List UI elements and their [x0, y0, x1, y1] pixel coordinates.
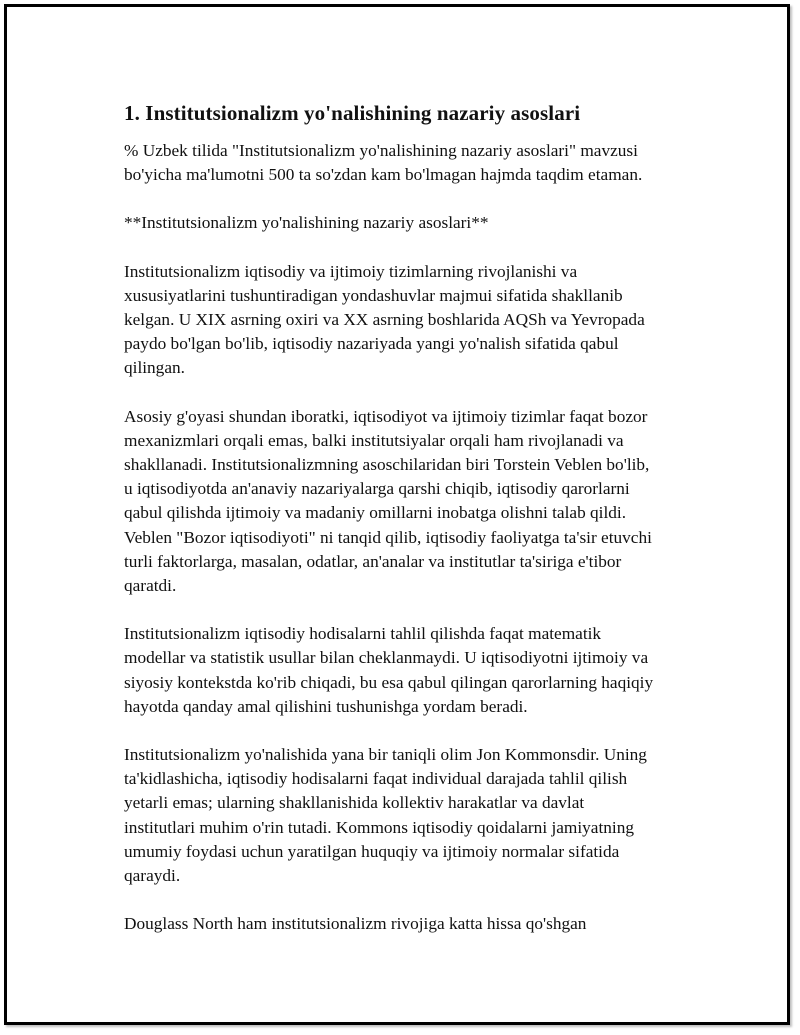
- paragraph-line: turli faktorlarga, masalan, odatlar, an'analar va institutlar ta'siriga e'tibor: [124, 551, 622, 571]
- paragraph-intro: [124, 139, 704, 187]
- paragraph-line: qaraydi.: [124, 866, 181, 886]
- paragraph-line: qilingan.: [124, 358, 185, 378]
- paragraph-line: u iqtisodiyotda an'anaviy nazariyalarga qarshi chiqib, iqtisodiy qarorlarni: [124, 479, 630, 499]
- paragraph-line: kelgan. U XIX asrning oxiri va XX asrning boshlarida AQSh va Yevropada: [124, 310, 645, 330]
- paragraph-north: [124, 912, 704, 936]
- paragraph-line: Institutsionalizm yo'nalishida yana bir taniqli olim Jon Kommonsdir. Uning: [124, 745, 647, 765]
- paragraph-line: hayotda qanday amal qilishini tushunishga yordam beradi.: [124, 696, 528, 716]
- document-title: 1. Institutsionalizm yo'nalishining nazariy asoslari: [124, 101, 581, 125]
- paragraph-line: yetarli emas; ularning shakllanishida kollektiv harakatlar va davlat: [124, 793, 585, 813]
- paragraph-line: Douglass North ham institutsionalizm rivojiga katta hissa qo'shgan: [124, 914, 587, 934]
- paragraph-analysis: [124, 622, 704, 719]
- paragraph-heading: [124, 211, 704, 235]
- paragraph-line: % Uzbek tilida "Institutsionalizm yo'nalishining nazariy asoslari" mavzusi: [124, 141, 638, 160]
- paragraph-line: qabul qilishda ijtimoiy va madaniy omillarni inobatga olishni talab qildi.: [124, 503, 627, 523]
- paragraph-line: siyosiy kontekstda ko'rib chiqadi, bu esa qabul qilingan qarorlarning haqiqiy: [124, 672, 654, 692]
- paragraph-line: bo'yicha ma'lumotni 500 ta so'zdan kam bo'lmagan hajmda taqdim etaman.: [124, 165, 643, 185]
- paragraph-commons: [124, 743, 704, 888]
- paragraph-line: shakllanadi. Institutsionalizmning asoschilaridan biri Torstein Veblen bo'lib,: [124, 455, 650, 475]
- paragraph-line: Institutsionalizm iqtisodiy va ijtimoiy tizimlarning rivojlanishi va: [124, 261, 578, 281]
- paragraph-line: mexanizmlari orqali emas, balki institutsiyalar orqali ham rivojlanadi va: [124, 430, 624, 450]
- paragraph-line: Asosiy g'oyasi shundan iboratki, iqtisodiyot va ijtimoiy tizimlar faqat bozor: [124, 406, 648, 426]
- paragraph-line: qaratdi.: [124, 576, 177, 596]
- paragraph-definition: [124, 260, 704, 381]
- paragraph-line: modellar va statistik usullar bilan cheklanmaydi. U iqtisodiyotni ijtimoiy va: [124, 648, 649, 668]
- paragraph-line: ta'kidlashicha, iqtisodiy hodisalarni faqat individual darajada tahlil qilish: [124, 769, 628, 789]
- paragraph-line: Institutsionalizm iqtisodiy hodisalarni tahlil qilishda faqat matematik: [124, 624, 602, 644]
- paragraph-line: umumiy foydasi uchun yaratilgan huquqiy va ijtimoiy normalar sifatida: [124, 841, 620, 861]
- paragraph-veblen: [124, 405, 704, 599]
- paragraph-line: Veblen "Bozor iqtisodiyoti" ni tanqid qilib, iqtisodiy faoliyatga ta'sir etuvchi: [124, 527, 652, 547]
- paragraph-line: institutlari muhim o'rin tutadi. Kommons iqtisodiy qoidalarni jamiyatning: [124, 817, 634, 837]
- paragraph-line: paydo bo'lgan bo'lib, iqtisodiy nazariyada yangi yo'nalish sifatida qabul: [124, 334, 619, 354]
- document-page: [4, 4, 790, 1025]
- paragraph-line: xususiyatlarini tushuntiradigan yondashuvlar majmui sifatida shakllanib: [124, 285, 623, 305]
- document-body: [124, 99, 704, 936]
- paragraph-line: **Institutsionalizm yo'nalishining nazariy asoslari**: [124, 213, 489, 233]
